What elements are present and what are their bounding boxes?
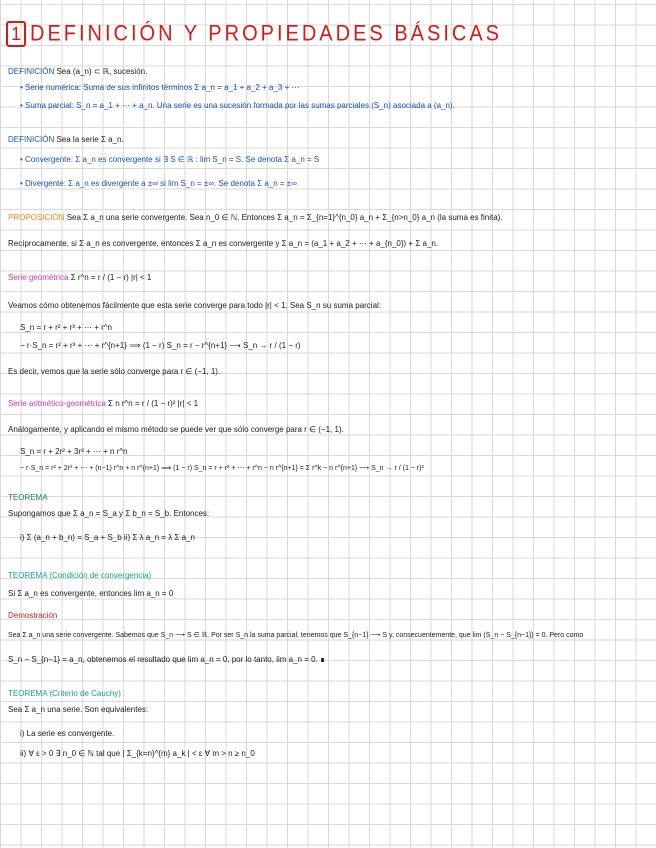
definition-1-item-series: • Serie numérica: Suma de sus infinitos términos Σ a_n = a_1 + a_2 + a_3 + ⋯ bbox=[20, 83, 300, 92]
definition-text: Sea (a_n) ⊂ ℝ, sucesión. bbox=[56, 67, 148, 76]
theorem-3-intro: Sea Σ a_n una serie. Son equivalentes: bbox=[8, 705, 149, 714]
theorem-3-heading bbox=[8, 688, 650, 700]
geometric-series-label: Serie geométrica bbox=[8, 273, 69, 282]
definition-2-item-divergent: • Divergente: Σ a_n es divergente a ±∞ si lim S_n = ±∞. Se denota Σ a_n = ±∞ bbox=[20, 179, 297, 188]
geometric-series-step-2: − r·S_n = r² + r³ + ⋯ + r^{n+1} ⟹ (1 − r) S_n = r − r^{n+1} ⟶ S_n → r / (1 − r) bbox=[20, 341, 301, 350]
definition-2-item-convergent: • Convergente: Σ a_n es convergente si ∃ S ∈ ℝ : lim S_n = S. Se denota Σ a_n = S bbox=[20, 155, 320, 164]
geometric-series-heading bbox=[8, 272, 650, 284]
arith-geo-series-label: Serie aritmético-geométrica bbox=[8, 399, 106, 408]
arith-geo-series-step-1: S_n = r + 2r² + 3r³ + ⋯ + n r^n bbox=[20, 447, 128, 456]
proposition-text: Sea Σ a_n una serie convergente. Sea n_0 ∈ ℕ. Entonces Σ a_n = Σ_{n=1}^{n_0} a_n + Σ_{n>n_0} a_n (la suma es finita). bbox=[66, 213, 503, 222]
arith-geo-series-heading bbox=[8, 398, 650, 410]
theorem-1-heading: TEOREMA bbox=[8, 493, 48, 502]
theorem-2-heading bbox=[8, 570, 650, 582]
proposition-heading bbox=[8, 212, 650, 224]
geometric-series-conclusion: Es decir, vemos que la serie sólo converge para r ∈ (−1, 1). bbox=[8, 367, 221, 376]
definition-text: Sea la serie Σ a_n. bbox=[56, 135, 124, 144]
proof-heading: Demostración bbox=[8, 611, 58, 620]
theorem-1-properties: i) Σ (a_n + b_n) = S_a + S_b ii) Σ λ a_n = λ Σ a_n bbox=[20, 533, 195, 542]
definition-label: DEFINICIÓN bbox=[8, 135, 55, 144]
proof-line-1: Sea Σ a_n una serie convergente. Sabemos que S_n ⟶ S ∈ ℝ. Por ser S_n la suma parcial, tenemos que S_{n−1} ⟶ S y, consecuentemente, que lim (S_n − S_{n−1}) = 0. Pero como bbox=[8, 632, 584, 639]
geometric-series-formula: Σ r^n = r / (1 − r) |r| < 1 bbox=[70, 273, 152, 282]
theorem-2-statement: Si Σ a_n es convergente, entonces lim a_n = 0 bbox=[8, 589, 174, 598]
theorem-3-item-2: ii) ∀ ε > 0 ∃ n_0 ∈ ℕ tal que | Σ_{k=n}^{m} a_k | < ε ∀ m > n ≥ n_0 bbox=[20, 749, 255, 758]
definition-1-item-partial-sum: • Suma parcial: S_n = a_1 + ⋯ + a_n. Una serie es una sucesión formada por las sumas parciales (S_n) asociada a (a_n). bbox=[20, 101, 455, 110]
title-text: DEFINICIÓN Y PROPIEDADES BÁSICAS bbox=[30, 21, 503, 46]
geometric-series-intro: Veamos cómo obtenemos fácilmente que esta serie converge para todo |r| < 1. Sea S_n su suma parcial: bbox=[8, 301, 382, 310]
arith-geo-series-step-2: − r·S_n = r² + 2r³ + ⋯ + (n−1) r^n + n r^{n+1} ⟹ (1 − r) S_n = r + r² + ⋯ + r^n − n r^{n+1} = Σ r^k − n r^{n+1} ⟶ S_n → r / (1 − r)² bbox=[20, 465, 424, 472]
theorem-1-hypothesis: Supongamos que Σ a_n = S_a y Σ b_n = S_b. Entonces: bbox=[8, 509, 210, 518]
proposition-converse: Recíprocamente, si Σ a_n es convergente, entonces Σ a_n es convergente y Σ a_n = (a_1 + a_2 + ⋯ + a_{n_0}) + Σ a_n. bbox=[8, 239, 439, 248]
geometric-series-step-1: S_n = r + r² + r³ + ⋯ + r^n bbox=[20, 323, 113, 332]
theorem-3-item-1: i) La serie es convergente. bbox=[20, 729, 115, 738]
page-title bbox=[6, 18, 502, 50]
proposition-label: PROPOSICIÓN bbox=[8, 213, 65, 222]
theorem-label: TEOREMA bbox=[8, 689, 48, 698]
theorem-subtitle: (Condición de convergencia) bbox=[49, 571, 152, 580]
definition-1-heading bbox=[8, 66, 650, 78]
definition-2-heading bbox=[8, 134, 650, 146]
proof-line-2: S_n − S_{n−1} = a_n, obtenemos el resultado que lim a_n = 0, por lo tanto, lim a_n = 0. ∎ bbox=[8, 655, 326, 664]
theorem-subtitle: (Criterio de Cauchy) bbox=[49, 689, 121, 698]
title-number: 1 bbox=[6, 21, 26, 47]
theorem-label: TEOREMA bbox=[8, 571, 48, 580]
arith-geo-series-formula: Σ n r^n = r / (1 − r)² |r| < 1 bbox=[108, 399, 199, 408]
definition-label: DEFINICIÓN bbox=[8, 67, 55, 76]
arith-geo-series-intro: Análogamente, y aplicando el mismo método se puede ver que sólo converge para r ∈ (−1, 1). bbox=[8, 425, 344, 434]
